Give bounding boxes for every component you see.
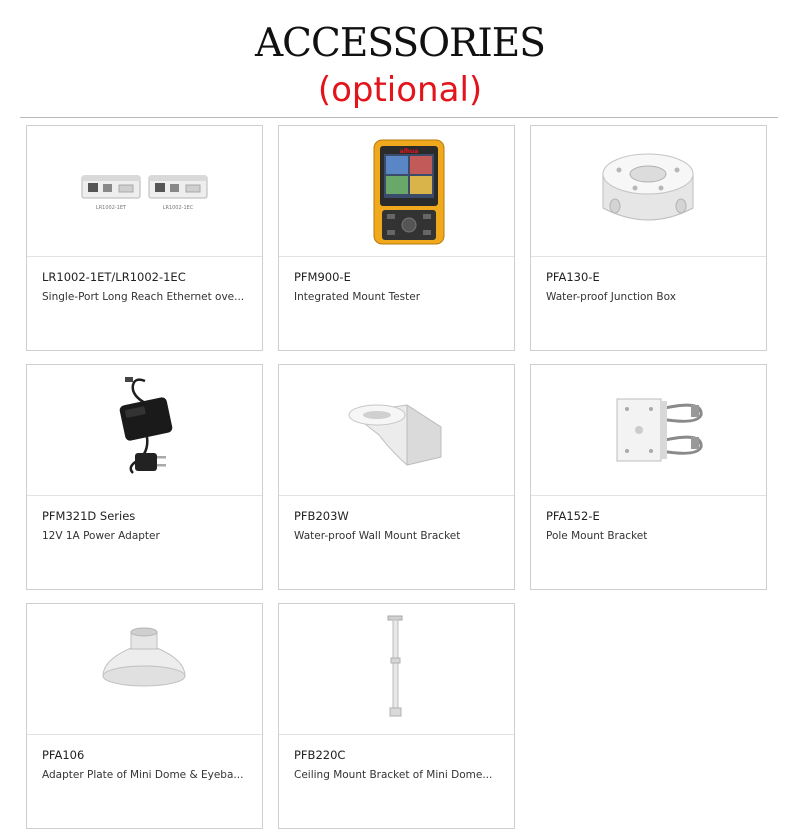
product-card-pfa106[interactable]	[26, 603, 263, 829]
product-image	[27, 365, 262, 496]
product-card-pfa152[interactable]	[530, 364, 767, 590]
product-image	[279, 126, 514, 257]
product-model[interactable]: PFA130-E	[546, 270, 600, 284]
product-image	[27, 126, 262, 257]
product-model[interactable]: PFM900-E	[294, 270, 351, 284]
page-header	[0, 0, 800, 118]
product-model[interactable]: PFA106	[42, 748, 85, 762]
page-subtitle: (optional)	[317, 70, 483, 110]
junction-box-icon	[531, 126, 766, 256]
power-adapter-icon	[27, 365, 262, 495]
product-description: Ceiling Mount Bracket of Mini Dome...	[294, 769, 493, 781]
ethernet-extender-icon	[27, 126, 262, 256]
adapter-plate-icon	[27, 604, 262, 734]
page-title: ACCESSORIES	[255, 21, 545, 66]
product-card-pfm900[interactable]	[278, 125, 515, 351]
product-model[interactable]: PFM321D Series	[42, 509, 136, 523]
product-model[interactable]: LR1002-1ET/LR1002-1EC	[42, 270, 186, 284]
product-model[interactable]: PFB203W	[294, 509, 349, 523]
image-label-1: LR1002-1ET	[95, 205, 127, 211]
product-model[interactable]: PFA152-E	[546, 509, 600, 523]
ceiling-mount-bracket-icon	[279, 604, 514, 734]
product-description: Water-proof Junction Box	[546, 291, 676, 303]
product-image	[531, 126, 766, 257]
mount-tester-icon	[279, 126, 514, 256]
wall-mount-bracket-icon	[279, 365, 514, 495]
header-divider	[20, 117, 778, 118]
product-card-pfb203w[interactable]	[278, 364, 515, 590]
product-image	[279, 365, 514, 496]
product-description: Single-Port Long Reach Ethernet ove...	[42, 291, 245, 303]
pole-mount-bracket-icon	[531, 365, 766, 495]
product-card-pfm321d[interactable]	[26, 364, 263, 590]
image-label-2: LR1002-1EC	[162, 205, 194, 211]
product-model[interactable]: PFB220C	[294, 748, 346, 762]
tester-brand-label: alhua	[399, 148, 419, 155]
product-image	[279, 604, 514, 735]
product-description: 12V 1A Power Adapter	[42, 530, 160, 542]
product-image	[27, 604, 262, 735]
product-description: Integrated Mount Tester	[294, 291, 421, 303]
product-image	[531, 365, 766, 496]
product-card-pfb220c[interactable]	[278, 603, 515, 829]
product-card-lr1002[interactable]	[26, 125, 263, 351]
product-description: Adapter Plate of Mini Dome & Eyeba...	[42, 769, 244, 781]
product-card-pfa130[interactable]	[530, 125, 767, 351]
product-description: Pole Mount Bracket	[546, 530, 648, 542]
product-description: Water-proof Wall Mount Bracket	[294, 530, 461, 542]
